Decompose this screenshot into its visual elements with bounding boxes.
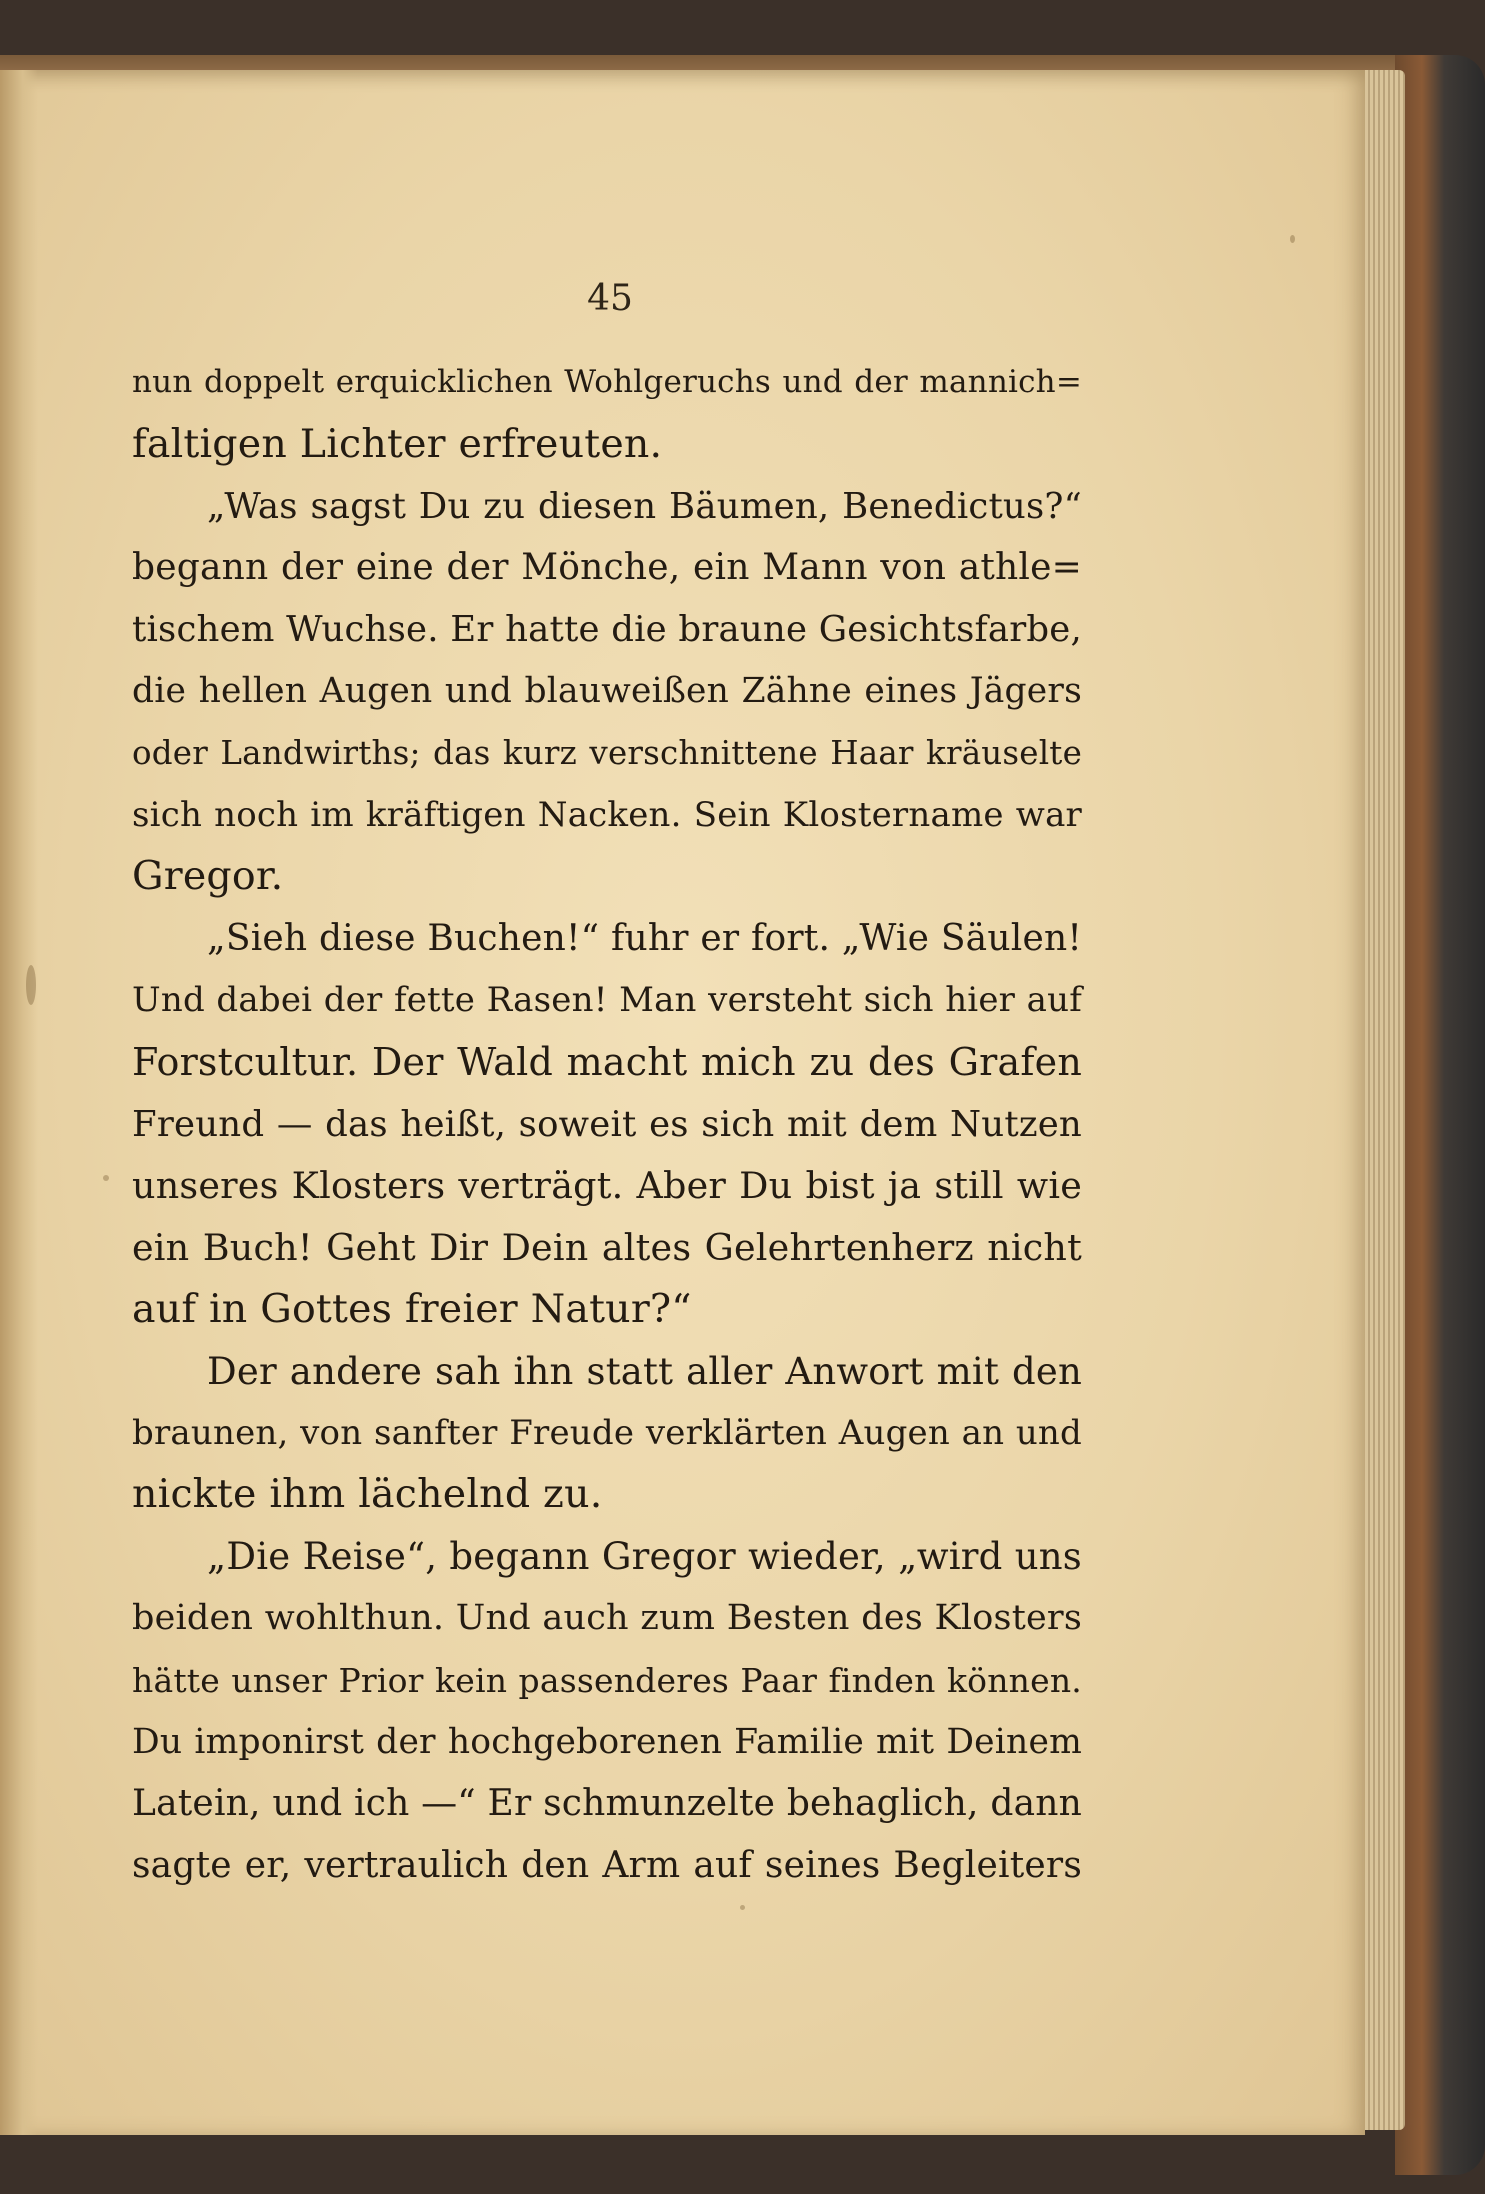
text-line: „Die Reise“, begann Gregor wieder, „wird uns bbox=[207, 1535, 1082, 1579]
text-line: nun doppelt erquicklichen Wohlgeruchs und der mannich= bbox=[132, 364, 1082, 400]
page-gutter bbox=[0, 70, 38, 2135]
text-line: begann der eine der Mönche, ein Mann von athle= bbox=[132, 547, 1082, 589]
text-line: Freund — das heißt, soweit es sich mit dem Nutzen bbox=[132, 1103, 1082, 1145]
page-number: 45 bbox=[587, 278, 633, 319]
text-line: sich noch im kräftigen Nacken. Sein Klostername war bbox=[132, 794, 1082, 835]
text-line: beiden wohlthun. Und auch zum Besten des Klosters bbox=[132, 1597, 1082, 1638]
text-line: Der andere sah ihn statt aller Anwort mit den bbox=[207, 1349, 1082, 1393]
paper-stain bbox=[1290, 235, 1295, 243]
text-line: Gregor. bbox=[132, 853, 284, 900]
text-line: braunen, von sanfter Freude verklärten Augen an und bbox=[132, 1412, 1082, 1453]
text-line: auf in Gottes freier Natur?“ bbox=[132, 1285, 692, 1332]
text-line: Latein, und ich —“ Er schmunzelte behaglich, dann bbox=[132, 1783, 1082, 1825]
text-line: nickte ihm lächelnd zu. bbox=[132, 1471, 603, 1518]
text-line: hätte unser Prior kein passenderes Paar finden können. bbox=[132, 1660, 1082, 1700]
book-cover-spine bbox=[1395, 55, 1485, 2175]
text-line: ein Buch! Geht Dir Dein altes Gelehrtenherz nicht bbox=[132, 1226, 1082, 1270]
text-line: oder Landwirths; das kurz verschnittene Haar kräuselte bbox=[132, 733, 1082, 772]
text-line: „Sieh diese Buchen!“ fuhr er fort. „Wie Säulen! bbox=[207, 918, 1082, 960]
text-line: Du imponirst der hochgeborenen Familie mit Deinem bbox=[132, 1721, 1082, 1762]
text-line: Forstcultur. Der Wald macht mich zu des Grafen bbox=[132, 1039, 1082, 1084]
text-line: tischem Wuchse. Er hatte die braune Gesichtsfarbe, bbox=[132, 609, 1082, 651]
paper-stain bbox=[26, 965, 36, 1005]
text-line: die hellen Augen und blauweißen Zähne eines Jägers bbox=[132, 670, 1082, 711]
paper-stain bbox=[103, 1175, 109, 1181]
text-line: Und dabei der fette Rasen! Man versteht sich hier auf bbox=[132, 979, 1082, 1020]
text-line: „Was sagst Du zu diesen Bäumen, Benedictus?“ bbox=[207, 485, 1082, 527]
page-body-text bbox=[132, 352, 1082, 1897]
text-line: unseres Klosters verträgt. Aber Du bist ja still wie bbox=[132, 1164, 1082, 1208]
text-line: sagte er, vertraulich den Arm auf seines Begleiters bbox=[132, 1845, 1082, 1887]
paper-stain bbox=[740, 1905, 745, 1910]
text-line: faltigen Lichter erfreuten. bbox=[132, 420, 663, 467]
